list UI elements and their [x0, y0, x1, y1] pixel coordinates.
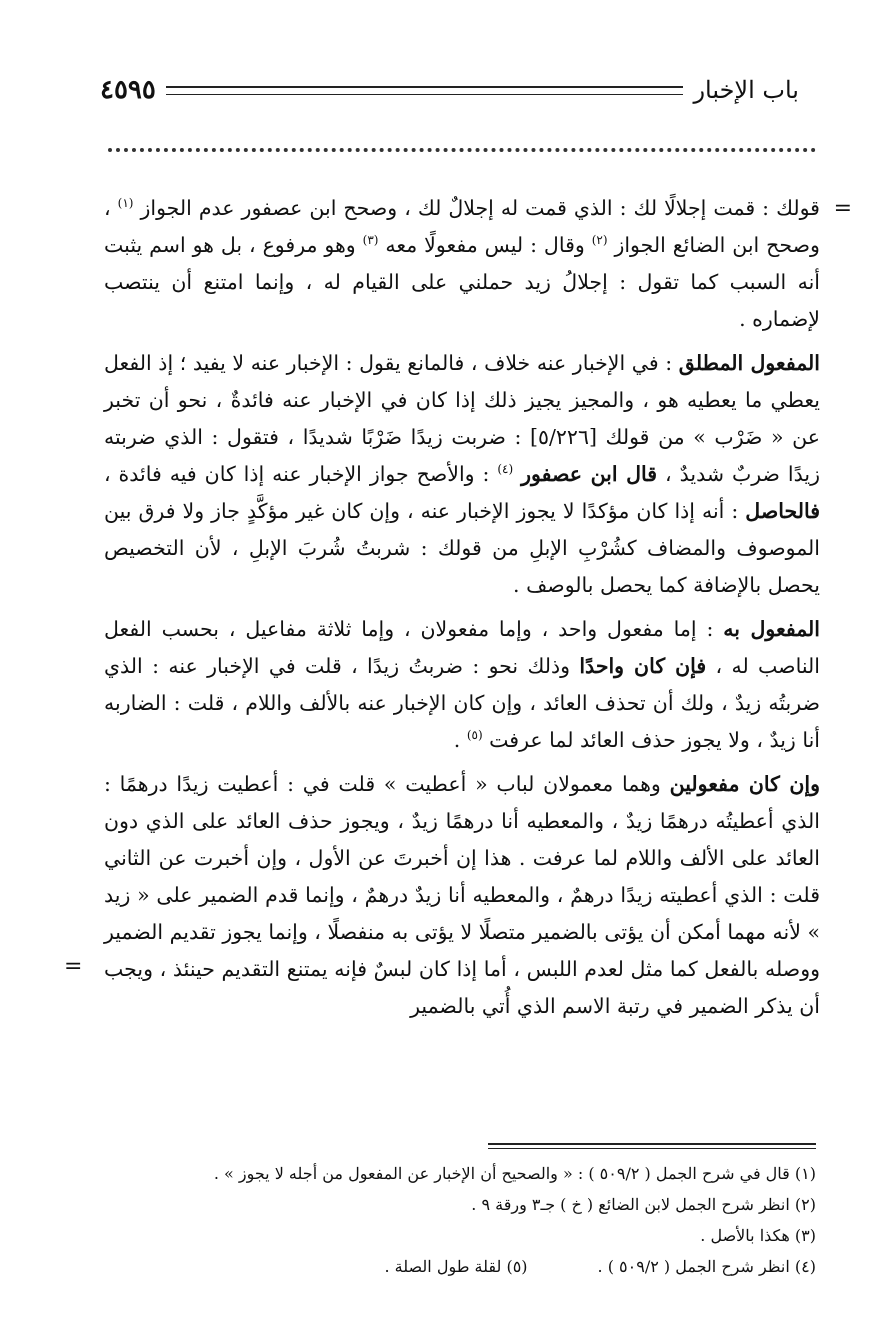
dotted-separator	[108, 148, 816, 152]
text-run: وذلك نحو : ضربتُ زيدًا ، قلت في الإخبار عنه : الذي ضربتُه زيدٌ ، ولك أن تحذف العائد ، وإن كان الإخبار عنه بالألف واللام ، قلت : الضاربه أنا زيدٌ ، ولا يجوز حذف العائد لما عرفت	[104, 654, 820, 752]
header-rule	[166, 86, 684, 95]
page-number: ٤٥٩٥	[100, 75, 156, 105]
footnote-5: (٥) لقلة طول الصلة .	[384, 1257, 528, 1276]
term-heading: المفعول المطلق	[678, 351, 820, 375]
footnote-ref: (٥)	[466, 728, 483, 743]
term-heading: فإن كان واحدًا	[579, 654, 707, 678]
footnote-4: (٤) انظر شرح الجمل ( ٥٠٩/٢ ) .	[597, 1257, 816, 1276]
footnote-1: (١) قال في شرح الجمل ( ٥٠٩/٢ ) : « والصحيح أن الإخبار عن المفعول من أجله لا يجوز » .	[213, 1164, 816, 1183]
text-run: قولك : قمت إجلالًا لك : الذي قمت له إجلالٌ لك ، وصحح ابن عصفور عدم الجواز	[140, 196, 820, 220]
text-run: : والأصح جواز الإخبار عنه إذا كان فيه فائدة ،	[104, 462, 490, 486]
paragraph-2	[104, 345, 820, 604]
term-heading: وإن كان مفعولين	[669, 772, 820, 796]
text-run: ، وصحح ابن الضائع الجواز	[104, 196, 820, 257]
term-heading: المفعول به	[723, 617, 821, 641]
footnote-2: (٢) انظر شرح الجمل لابن الضائع ( خ ) جـ٣ ورقة ٩ .	[471, 1195, 816, 1214]
text-run: : في الإخبار عنه خلاف ، فالمانع يقول : الإخبار عنه لا يفيد ؛ إذ الفعل يعطي ما يعطيه هو ، والمجيز يجيز ذلك إذا كان في الإخبار عنه فائدةٌ ، نحو أن تخبر عن « ضَرْب » من قولك [٥/٢٢٦] : ضربت زيدًا ضَرْبًا شديدًا ، فتقول : الذي ضربته زيدًا ضربٌ شديدٌ ،	[104, 351, 821, 486]
footnote-3: (٣) هكذا بالأصل .	[700, 1226, 816, 1245]
chapter-title: باب الإخبار	[693, 76, 799, 104]
paragraph-1	[104, 190, 852, 338]
term-heading: فالحاصل	[745, 499, 820, 523]
text-run: وهما معمولان لباب « أعطيت » قلت في : أعطيت زيدًا درهمًا : الذي أعطيتُه درهمًا زيدٌ ، والمعطيه أنا درهمًا زيدٌ ، ويجوز حذف العائد على الذي دون العائد على الألف واللام لما عرفت . هذا إن أخبرتَ عن الأول ، وإن أخبرت عن الثاني قلت : الذي أعطيته زيدًا درهمٌ ، والمعطيه أنا زيدٌ درهمٌ ، وإنما قدم الضمير على « زيد » لأنه مهما أمكن أن يؤتى بالضمير متصلًا لا يؤتى به منفصلًا ، وإنما يجوز تقديم الضمير ووصله بالفعل كما مثل لعدم اللبس ، أما إذا كان لبسٌ فإنه يمتنع التقديم حينئذ ، ويجب أن يذكر الضمير في رتبة الاسم الذي أُتي بالضمير	[104, 772, 820, 1018]
footnote-ref: (٢)	[591, 233, 608, 248]
paragraph-4	[64, 766, 820, 1025]
continuation-mark: =	[833, 196, 852, 221]
text-run: وقال : ليس مفعولًا معه	[385, 233, 585, 257]
main-text	[64, 190, 852, 1032]
continued-mark: =	[64, 954, 83, 979]
paragraph-3	[104, 611, 820, 759]
footnote-ref: (١)	[117, 196, 134, 211]
term-heading: قال ابن عصفور	[521, 462, 658, 486]
text-run: وهو مرفوع ، بل هو اسم يثبت أنه السبب كما تقول : إجلالُ زيد حملني على القيام له ، وإنما امتنع أن ينتصب لإضماره .	[104, 233, 820, 331]
text-run: : إما مفعول واحد ، وإما مفعولان ، وإما ثلاثة مفاعيل ، بحسب الفعل الناصب له ،	[104, 617, 820, 678]
running-header	[100, 70, 799, 110]
footnote-row	[108, 1251, 816, 1282]
footnote-rule	[488, 1143, 816, 1149]
footnote-ref: (٤)	[497, 462, 514, 477]
text-run: .	[453, 728, 461, 752]
footnote-ref: (٣)	[362, 233, 379, 248]
footnotes	[108, 1158, 816, 1282]
text-run: : أنه إذا كان مؤكدًا لا يجوز الإخبار عنه ، وإن كان غير مؤكَّدٍ جاز ولا فرق بين الموصوف والمضاف كشُرْبِ الإبلِ من قولك : شربتُ شُربَ الإبلِ ، لأن التخصيص يحصل بالإضافة كما يحصل بالوصف .	[104, 499, 820, 597]
